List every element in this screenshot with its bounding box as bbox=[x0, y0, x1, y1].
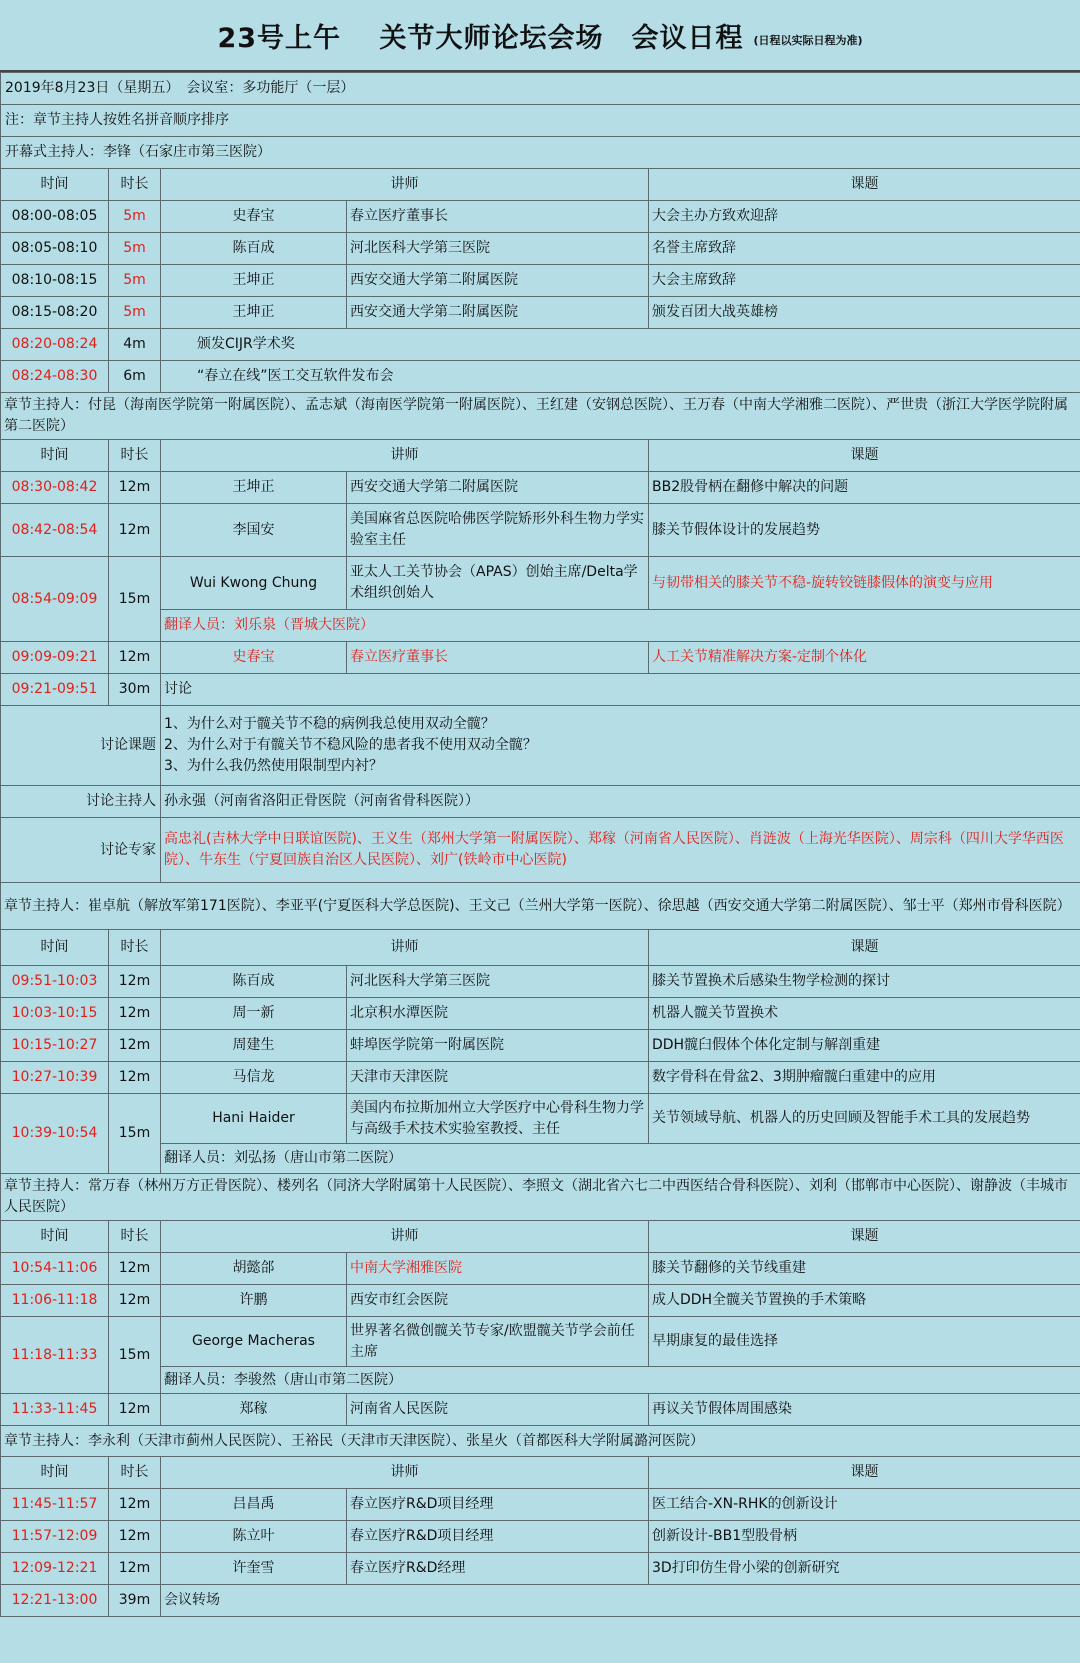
header-time: 时间 bbox=[1, 1457, 109, 1489]
row-time: 09:21-09:51 bbox=[1, 674, 109, 706]
speaker-org: 天津市天津医院 bbox=[347, 1062, 649, 1094]
table-header-row bbox=[1, 930, 1080, 966]
header-duration: 时长 bbox=[109, 930, 161, 966]
row-time: 09:09-09:21 bbox=[1, 642, 109, 674]
table-row bbox=[1, 642, 1080, 674]
topic: DDH髋臼假体个体化定制与解剖重建 bbox=[649, 1030, 1080, 1062]
schedule-title-bar bbox=[0, 0, 1080, 72]
row-duration: 4m bbox=[109, 329, 161, 361]
table-row bbox=[1, 1285, 1080, 1317]
table-row bbox=[1, 297, 1080, 329]
table-header-row bbox=[1, 1457, 1080, 1489]
speaker-name: 周一新 bbox=[161, 998, 347, 1030]
topic: 大会主席致辞 bbox=[649, 265, 1080, 297]
header-time: 时间 bbox=[1, 169, 109, 201]
speaker-org: 世界著名微创髋关节专家/欧盟髋关节学会前任主席 bbox=[347, 1317, 649, 1367]
topic: 膝关节假体设计的发展趋势 bbox=[649, 504, 1080, 557]
row-duration: 12m bbox=[109, 1553, 161, 1585]
speaker-org: 西安交通大学第二附属医院 bbox=[347, 472, 649, 504]
speaker-name: 吕昌禹 bbox=[161, 1489, 347, 1521]
page-title: 23号上午 关节大师论坛会场 会议日程 bbox=[217, 22, 744, 54]
section-hosts: 章节主持人：常万春（林州万方正骨医院）、楼列名（同济大学附属第十人民医院）、李照文（湖北省六七二中西医结合骨科医院）、刘利（邯郸市中心医院）、谢静波（丰城市人民医院） bbox=[1, 1174, 1080, 1221]
row-time: 10:54-11:06 bbox=[1, 1253, 109, 1285]
row-time: 11:57-12:09 bbox=[1, 1521, 109, 1553]
row-duration: 15m bbox=[109, 557, 161, 642]
row-duration: 12m bbox=[109, 1285, 161, 1317]
row-duration: 12m bbox=[109, 966, 161, 998]
speaker-name: 王坤正 bbox=[161, 265, 347, 297]
row-duration: 15m bbox=[109, 1317, 161, 1394]
discussion-topic: 2、为什么对于有髋关节不稳风险的患者我不使用双动全髋？ bbox=[164, 737, 537, 753]
table-row bbox=[1, 329, 1080, 361]
table-header-row bbox=[1, 1221, 1080, 1253]
row-time: 08:20-08:24 bbox=[1, 329, 109, 361]
row-time: 11:33-11:45 bbox=[1, 1394, 109, 1426]
table-row bbox=[1, 1253, 1080, 1285]
speaker-org: 春立医疗董事长 bbox=[347, 642, 649, 674]
table-row bbox=[1, 201, 1080, 233]
speaker-org: 河北医科大学第三医院 bbox=[347, 966, 649, 998]
row-duration: 5m bbox=[109, 201, 161, 233]
row-duration: 5m bbox=[109, 233, 161, 265]
speaker-org: 春立医疗R&D项目经理 bbox=[347, 1489, 649, 1521]
speaker-name: 郑稼 bbox=[161, 1394, 347, 1426]
row-duration: 12m bbox=[109, 1394, 161, 1426]
speaker-name: 王坤正 bbox=[161, 297, 347, 329]
discussion-topic: 1、为什么对于髋关节不稳的病例我总使用双动全髋？ bbox=[164, 716, 495, 732]
row-time: 08:54-09:09 bbox=[1, 557, 109, 642]
topic: 医工结合-XN-RHK的创新设计 bbox=[649, 1489, 1080, 1521]
topic: 膝关节翻修的关节线重建 bbox=[649, 1253, 1080, 1285]
row-time: 12:09-12:21 bbox=[1, 1553, 109, 1585]
launch-item: “春立在线”医工交互软件发布会 bbox=[161, 361, 1080, 393]
row-duration: 12m bbox=[109, 1062, 161, 1094]
header-duration: 时长 bbox=[109, 1457, 161, 1489]
title-note: (日程以实际日程为准) bbox=[753, 34, 863, 47]
table-row bbox=[1, 674, 1080, 706]
header-duration: 时长 bbox=[109, 440, 161, 472]
section-hosts: 章节主持人：李永利（天津市蓟州人民医院）、王裕民（天津市天津医院）、张星火（首都医科大学附属潞河医院） bbox=[1, 1426, 1080, 1457]
header-speaker: 讲师 bbox=[161, 169, 649, 201]
opening-host: 开幕式主持人：李锋（石家庄市第三医院） bbox=[1, 137, 1080, 169]
row-time: 12:21-13:00 bbox=[1, 1585, 109, 1617]
row-duration: 5m bbox=[109, 265, 161, 297]
speaker-name: 王坤正 bbox=[161, 472, 347, 504]
row-time: 11:18-11:33 bbox=[1, 1317, 109, 1394]
speaker-name: 许奎雪 bbox=[161, 1553, 347, 1585]
speaker-org: 亚太人工关节协会（APAS）创始主席/Delta学术组织创始人 bbox=[347, 557, 649, 610]
row-time: 10:39-10:54 bbox=[1, 1094, 109, 1174]
topic: 3D打印仿生骨小梁的创新研究 bbox=[649, 1553, 1080, 1585]
translator: 翻译人员：刘弘扬（唐山市第二医院） bbox=[161, 1144, 1080, 1174]
row-duration: 15m bbox=[109, 1094, 161, 1174]
topic: 数字骨科在骨盆2、3期肿瘤髋臼重建中的应用 bbox=[649, 1062, 1080, 1094]
table-row bbox=[1, 1489, 1080, 1521]
row-duration: 12m bbox=[109, 1253, 161, 1285]
table-row bbox=[1, 998, 1080, 1030]
speaker-name: 陈百成 bbox=[161, 966, 347, 998]
discussion-label: 讨论 bbox=[161, 674, 1080, 706]
row-time: 08:42-08:54 bbox=[1, 504, 109, 557]
header-topic: 课题 bbox=[649, 440, 1080, 472]
translator: 翻译人员：刘乐泉（晋城大医院） bbox=[161, 610, 1080, 642]
row-duration: 12m bbox=[109, 1521, 161, 1553]
speaker-name: 李国安 bbox=[161, 504, 347, 557]
topic: 与韧带相关的膝关节不稳-旋转铰链膝假体的演变与应用 bbox=[649, 557, 1080, 610]
speaker-org: 美国麻省总医院哈佛医学院矫形外科生物力学实验室主任 bbox=[347, 504, 649, 557]
row-time: 10:15-10:27 bbox=[1, 1030, 109, 1062]
row-time: 08:05-08:10 bbox=[1, 233, 109, 265]
row-time: 08:10-08:15 bbox=[1, 265, 109, 297]
row-duration: 12m bbox=[109, 998, 161, 1030]
topic: 膝关节置换术后感染生物学检测的探讨 bbox=[649, 966, 1080, 998]
experts: 高忠礼(吉林大学中日联谊医院)、王义生（郑州大学第一附属医院）、郑稼（河南省人民医院）、肖涟波（上海光华医院）、周宗科（四川大学华西医院）、牛东生（宁夏回族自治区人民医院）、刘广(铁岭市中心医院) bbox=[161, 818, 1080, 883]
row-time: 11:06-11:18 bbox=[1, 1285, 109, 1317]
speaker-org: 西安市红会医院 bbox=[347, 1285, 649, 1317]
speaker-name: George Macheras bbox=[161, 1317, 347, 1367]
row-duration: 5m bbox=[109, 297, 161, 329]
speaker-org: 春立医疗董事长 bbox=[347, 201, 649, 233]
transfer-label: 会议转场 bbox=[161, 1585, 1080, 1617]
row-time: 11:45-11:57 bbox=[1, 1489, 109, 1521]
speaker-org: 蚌埠医学院第一附属医院 bbox=[347, 1030, 649, 1062]
row-time: 08:15-08:20 bbox=[1, 297, 109, 329]
header-speaker: 讲师 bbox=[161, 1457, 649, 1489]
speaker-org: 春立医疗R&D经理 bbox=[347, 1553, 649, 1585]
row-time: 08:30-08:42 bbox=[1, 472, 109, 504]
topic: 再议关节假体周围感染 bbox=[649, 1394, 1080, 1426]
row-duration: 12m bbox=[109, 642, 161, 674]
discussion-topic: 3、为什么我仍然使用限制型内衬？ bbox=[164, 758, 383, 774]
row-duration: 12m bbox=[109, 1489, 161, 1521]
table-row bbox=[1, 1585, 1080, 1617]
speaker-org: 河南省人民医院 bbox=[347, 1394, 649, 1426]
header-topic: 课题 bbox=[649, 169, 1080, 201]
table-row bbox=[1, 233, 1080, 265]
speaker-org: 河北医科大学第三医院 bbox=[347, 233, 649, 265]
header-duration: 时长 bbox=[109, 169, 161, 201]
table-row bbox=[1, 504, 1080, 557]
topic: 人工关节精准解决方案-定制个体化 bbox=[649, 642, 1080, 674]
speaker-org: 西安交通大学第二附属医院 bbox=[347, 265, 649, 297]
speaker-org: 北京积水潭医院 bbox=[347, 998, 649, 1030]
table-row bbox=[1, 1553, 1080, 1585]
header-speaker: 讲师 bbox=[161, 1221, 649, 1253]
row-duration: 12m bbox=[109, 1030, 161, 1062]
speaker-name: Hani Haider bbox=[161, 1094, 347, 1144]
table-header-row bbox=[1, 169, 1080, 201]
speaker-name: 周建生 bbox=[161, 1030, 347, 1062]
topic: 早期康复的最佳选择 bbox=[649, 1317, 1080, 1367]
header-time: 时间 bbox=[1, 1221, 109, 1253]
header-topic: 课题 bbox=[649, 930, 1080, 966]
speaker-org: 中南大学湘雅医院 bbox=[347, 1253, 649, 1285]
row-duration: 39m bbox=[109, 1585, 161, 1617]
table-row bbox=[1, 1521, 1080, 1553]
header-speaker: 讲师 bbox=[161, 440, 649, 472]
moderator-label: 讨论主持人 bbox=[1, 786, 161, 818]
row-duration: 12m bbox=[109, 472, 161, 504]
table-row bbox=[1, 361, 1080, 393]
section-hosts: 章节主持人：付昆（海南医学院第一附属医院）、孟志斌（海南医学院第一附属医院）、王红建（安钢总医院）、王万春（中南大学湘雅二医院）、严世贵（浙江大学医学院附属第二医院） bbox=[1, 393, 1080, 440]
schedule-table bbox=[0, 72, 1080, 1617]
speaker-name: 陈百成 bbox=[161, 233, 347, 265]
order-note: 注：章节主持人按姓名拼音顺序排序 bbox=[1, 105, 1080, 137]
row-time: 10:27-10:39 bbox=[1, 1062, 109, 1094]
speaker-name: Wui Kwong Chung bbox=[161, 557, 347, 610]
table-row bbox=[1, 1394, 1080, 1426]
topic: 名誉主席致辞 bbox=[649, 233, 1080, 265]
header-time: 时间 bbox=[1, 930, 109, 966]
row-duration: 12m bbox=[109, 504, 161, 557]
row-duration: 6m bbox=[109, 361, 161, 393]
header-speaker: 讲师 bbox=[161, 930, 649, 966]
row-time: 10:03-10:15 bbox=[1, 998, 109, 1030]
table-header-row bbox=[1, 440, 1080, 472]
row-time: 09:51-10:03 bbox=[1, 966, 109, 998]
header-topic: 课题 bbox=[649, 1221, 1080, 1253]
speaker-name: 胡懿郃 bbox=[161, 1253, 347, 1285]
topic: BB2股骨柄在翻修中解决的问题 bbox=[649, 472, 1080, 504]
speaker-org: 春立医疗R&D项目经理 bbox=[347, 1521, 649, 1553]
award-item: 颁发CIJR学术奖 bbox=[161, 329, 1080, 361]
table-row bbox=[1, 966, 1080, 998]
topic: 成人DDH全髋关节置换的手术策略 bbox=[649, 1285, 1080, 1317]
discussion-topics-label: 讨论课题 bbox=[1, 706, 161, 786]
section-hosts: 章节主持人：崔卓航（解放军第171医院）、李亚平(宁夏医科大学总医院)、王文己（兰州大学第一医院）、徐思越（西安交通大学第二附属医院）、邹士平（郑州市骨科医院） bbox=[1, 883, 1080, 930]
discussion-topics bbox=[161, 706, 1080, 786]
row-time: 08:00-08:05 bbox=[1, 201, 109, 233]
speaker-name: 陈立叶 bbox=[161, 1521, 347, 1553]
date-room-info: 2019年8月23日（星期五） 会议室：多功能厅（一层） bbox=[1, 73, 1080, 105]
topic: 关节领域导航、机器人的历史回顾及智能手术工具的发展趋势 bbox=[649, 1094, 1080, 1144]
table-row bbox=[1, 557, 1080, 610]
translator: 翻译人员：李骏然（唐山市第二医院） bbox=[161, 1367, 1080, 1394]
header-topic: 课题 bbox=[649, 1457, 1080, 1489]
speaker-name: 史春宝 bbox=[161, 642, 347, 674]
topic: 大会主办方致欢迎辞 bbox=[649, 201, 1080, 233]
topic: 颁发百团大战英雄榜 bbox=[649, 297, 1080, 329]
topic: 机器人髋关节置换术 bbox=[649, 998, 1080, 1030]
table-row bbox=[1, 265, 1080, 297]
row-duration: 30m bbox=[109, 674, 161, 706]
table-row bbox=[1, 1094, 1080, 1144]
header-time: 时间 bbox=[1, 440, 109, 472]
table-row bbox=[1, 1030, 1080, 1062]
speaker-org: 西安交通大学第二附属医院 bbox=[347, 297, 649, 329]
moderator: 孙永强（河南省洛阳正骨医院（河南省骨科医院）） bbox=[161, 786, 1080, 818]
row-time: 08:24-08:30 bbox=[1, 361, 109, 393]
speaker-org: 美国内布拉斯加州立大学医疗中心骨科生物力学与高级手术技术实验室教授、主任 bbox=[347, 1094, 649, 1144]
header-duration: 时长 bbox=[109, 1221, 161, 1253]
speaker-name: 许鹏 bbox=[161, 1285, 347, 1317]
speaker-name: 马信龙 bbox=[161, 1062, 347, 1094]
table-row bbox=[1, 472, 1080, 504]
table-row bbox=[1, 1317, 1080, 1367]
experts-label: 讨论专家 bbox=[1, 818, 161, 883]
speaker-name: 史春宝 bbox=[161, 201, 347, 233]
topic: 创新设计-BB1型股骨柄 bbox=[649, 1521, 1080, 1553]
table-row bbox=[1, 1062, 1080, 1094]
